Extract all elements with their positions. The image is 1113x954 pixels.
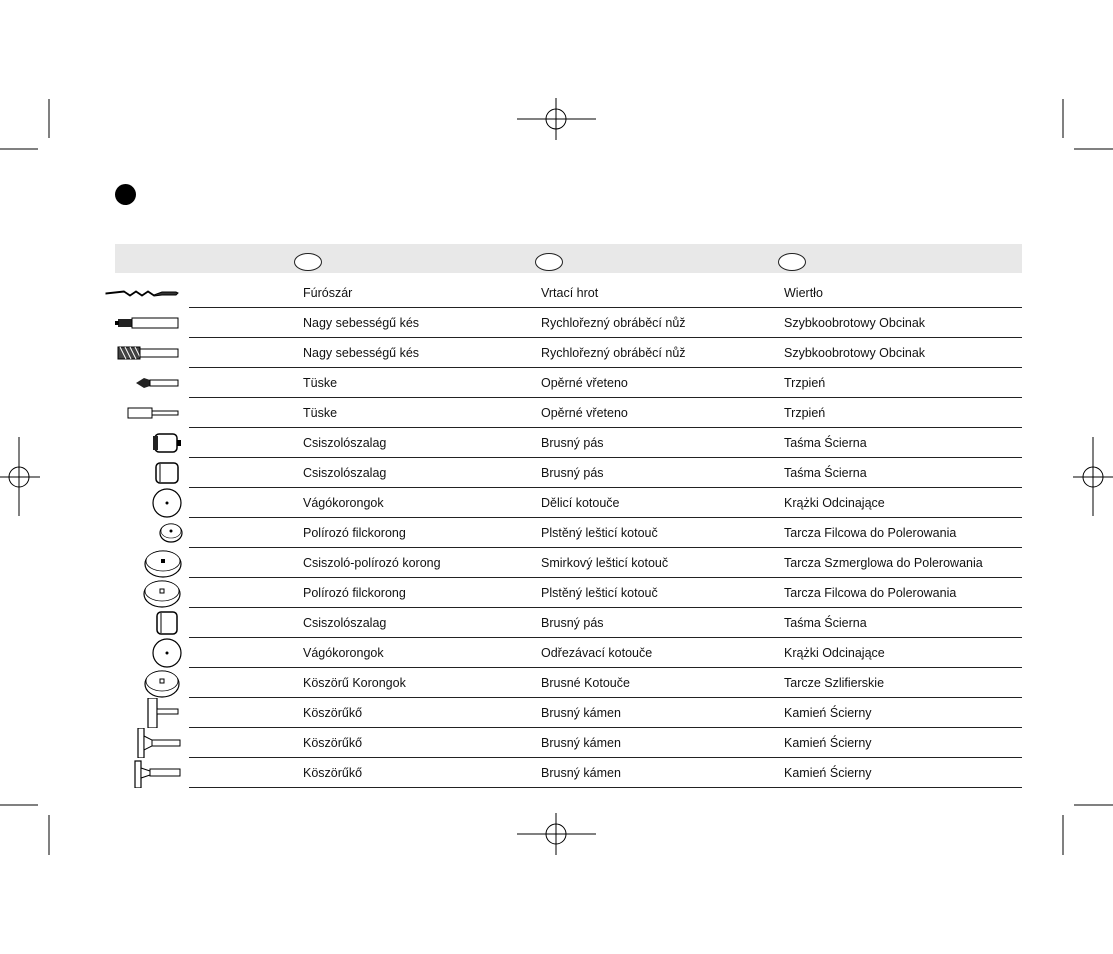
table-row [0, 278, 1113, 308]
cell-czech: Brusné Kotouče [541, 676, 630, 690]
mandrel-screw-icon [100, 368, 184, 398]
cell-czech: Brusný kámen [541, 766, 621, 780]
cell-czech: Plstěný lešticí kotouč [541, 586, 658, 600]
grinding-stone-large-icon [100, 728, 184, 758]
grinding-wheel-icon [100, 668, 184, 698]
cell-hungarian: Köszörűkő [303, 706, 363, 720]
table-row [0, 338, 1113, 368]
cutter-fluted-icon [100, 338, 184, 368]
cell-hungarian: Polírozó filckorong [303, 526, 406, 540]
cell-hungarian: Vágókorongok [303, 646, 384, 660]
emery-polishing-wheel-icon [100, 548, 184, 578]
cutter-cylinder-icon [100, 308, 184, 338]
cell-polish: Taśma Ścierna [784, 436, 867, 450]
cell-hungarian: Köszörű Korongok [303, 676, 406, 690]
cell-polish: Trzpień [784, 376, 826, 390]
sanding-band-2-icon [100, 608, 184, 638]
cell-czech: Smirkový lešticí kotouč [541, 556, 669, 570]
cell-czech: Dělicí kotouče [541, 496, 620, 510]
table-row [0, 578, 1113, 608]
language-badge-pl [778, 253, 806, 271]
table-row [0, 428, 1113, 458]
cell-polish: Krążki Odcinające [784, 646, 885, 660]
sanding-band-on-mandrel-icon [100, 428, 184, 458]
table-row [0, 518, 1113, 548]
cell-hungarian: Nagy sebességű kés [303, 316, 420, 330]
section-bullet [115, 184, 136, 205]
cell-hungarian: Tüske [303, 376, 338, 390]
cell-polish: Trzpień [784, 406, 826, 420]
cell-czech: Brusný pás [541, 436, 604, 450]
language-badge-cs [535, 253, 563, 271]
row-divider [189, 787, 1022, 788]
cell-hungarian: Csiszolószalag [303, 616, 387, 630]
cell-hungarian: Nagy sebességű kés [303, 346, 420, 360]
sanding-band-icon [100, 458, 184, 488]
cell-hungarian: Csiszoló-polírozó korong [303, 556, 441, 570]
table-header-band [115, 244, 1022, 273]
table-row [0, 698, 1113, 728]
cell-polish: Tarcza Szmerglowa do Polerowania [784, 556, 983, 570]
table-row [0, 728, 1113, 758]
grinding-stone-cylinder-icon [100, 698, 184, 728]
cell-czech: Vrtací hrot [541, 286, 599, 300]
table-row [0, 638, 1113, 668]
cell-hungarian: Csiszolószalag [303, 436, 387, 450]
table-row [0, 608, 1113, 638]
cell-polish: Taśma Ścierna [784, 616, 867, 630]
drill-bit-icon [100, 278, 184, 308]
cell-hungarian: Köszörűkő [303, 766, 363, 780]
cell-polish: Szybkoobrotowy Obcinak [784, 316, 926, 330]
cutoff-wheel-icon [100, 488, 184, 518]
cell-polish: Taśma Ścierna [784, 466, 867, 480]
table-row [0, 758, 1113, 788]
table-row [0, 458, 1113, 488]
cell-hungarian: Fúrószár [303, 286, 353, 300]
cell-polish: Kamień Ścierny [784, 736, 872, 750]
felt-polishing-disc-small-icon [100, 518, 184, 548]
cell-polish: Tarcza Filcowa do Polerowania [784, 586, 957, 600]
felt-polishing-wheel-icon [100, 578, 184, 608]
cell-polish: Tarcza Filcowa do Polerowania [784, 526, 957, 540]
cell-czech: Brusný kámen [541, 736, 621, 750]
cell-hungarian: Polírozó filckorong [303, 586, 406, 600]
cell-czech: Rychlořezný obráběcí nůž [541, 346, 686, 360]
cell-czech: Brusný pás [541, 616, 604, 630]
mandrel-drum-icon [100, 398, 184, 428]
cell-hungarian: Tüske [303, 406, 338, 420]
table-row [0, 308, 1113, 338]
cell-polish: Wiertło [784, 286, 823, 300]
table-row [0, 548, 1113, 578]
cell-czech: Brusný pás [541, 466, 604, 480]
grinding-stone-wheel-icon [100, 758, 184, 788]
cell-czech: Brusný kámen [541, 706, 621, 720]
table-row [0, 398, 1113, 428]
accessory-table [0, 278, 1113, 788]
cell-czech: Odřezávací kotouče [541, 646, 653, 660]
cell-czech: Plstěný lešticí kotouč [541, 526, 658, 540]
cell-polish: Szybkoobrotowy Obcinak [784, 346, 926, 360]
cell-czech: Rychlořezný obráběcí nůž [541, 316, 686, 330]
language-badge-hu [294, 253, 322, 271]
cell-hungarian: Csiszolószalag [303, 466, 387, 480]
cell-czech: Opěrné vřeteno [541, 376, 628, 390]
cell-polish: Kamień Ścierny [784, 706, 872, 720]
table-row [0, 668, 1113, 698]
cell-polish: Kamień Ścierny [784, 766, 872, 780]
cell-czech: Opěrné vřeteno [541, 406, 628, 420]
cell-polish: Tarcze Szlifierskie [784, 676, 885, 690]
table-row [0, 488, 1113, 518]
cell-hungarian: Vágókorongok [303, 496, 384, 510]
cell-hungarian: Köszörűkő [303, 736, 363, 750]
cutoff-wheel-2-icon [100, 638, 184, 668]
table-row [0, 368, 1113, 398]
cell-polish: Krążki Odcinające [784, 496, 885, 510]
